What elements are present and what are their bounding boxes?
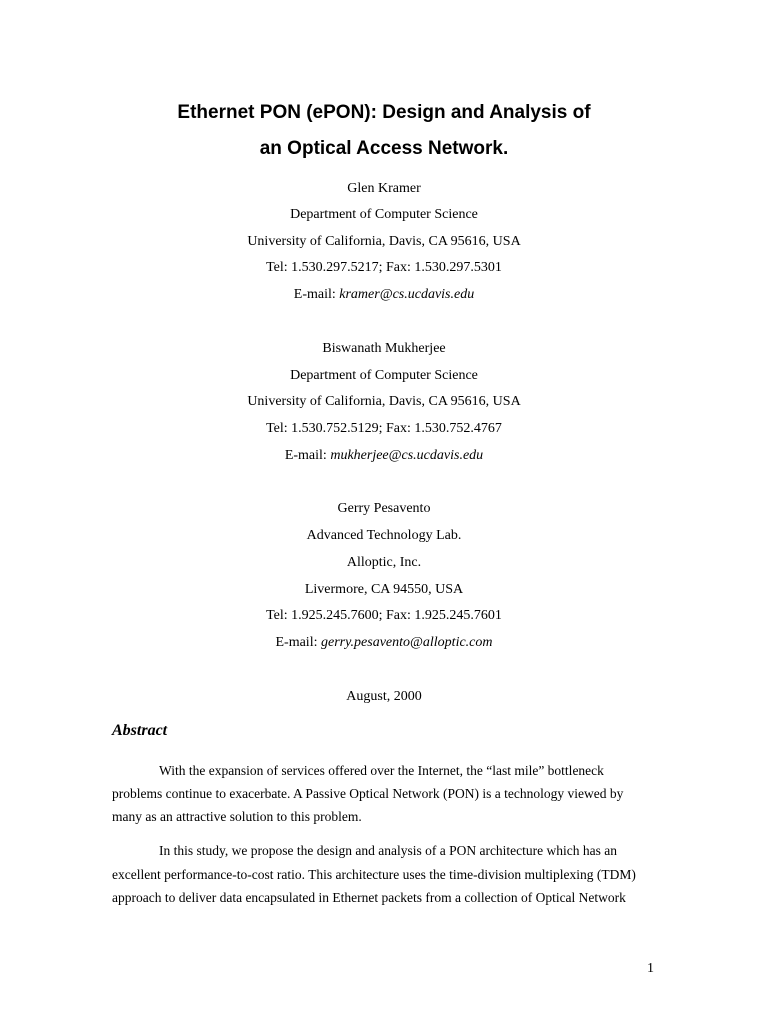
author-3-email-line [0,634,768,652]
author-1-email-line [0,286,768,304]
abstract-p2-line-1: In this study, we propose the design and analysis of a PON architecture which has an [159,843,618,858]
abstract-p2-line-2: excellent performance-to-cost ratio. This architecture uses the time-division multiplexing (TDM) [112,867,636,882]
author-1-university: University of California, Davis, CA 95616, USA [247,234,521,249]
author-1-phone: Tel: 1.530.297.5217; Fax: 1.530.297.5301 [266,260,502,275]
author-2-university: University of California, Davis, CA 95616, USA [247,394,521,409]
author-3-email-label: E-mail: [275,635,318,650]
author-1-department: Department of Computer Science [290,207,478,222]
author-1-email[interactable]: kramer@cs.ucdavis.edu [339,287,475,302]
author-2-email-label: E-mail: [284,448,327,463]
author-3-lab: Advanced Technology Lab. [306,528,462,543]
author-2-name: Biswanath Mukherjee [322,341,446,356]
abstract-p1-line-3: many as an attractive solution to this problem. [112,809,362,824]
author-1-email-label: E-mail: [293,287,336,302]
author-3-email[interactable]: gerry.pesavento@alloptic.com [320,635,493,650]
author-3-address: Livermore, CA 94550, USA [304,582,464,597]
publication-date: August, 2000 [346,689,422,704]
abstract-p1-line-1: With the expansion of services offered over the Internet, the “last mile” bottleneck [159,763,604,778]
page-number: 1 [647,961,654,976]
author-2-email-line [0,447,768,465]
author-2-phone: Tel: 1.530.752.5129; Fax: 1.530.752.4767 [266,421,502,436]
author-2-email[interactable]: mukherjee@cs.ucdavis.edu [330,448,484,463]
abstract-p2-line-3: approach to deliver data encapsulated in Ethernet packets from a collection of Optical Network [112,890,626,905]
abstract-heading: Abstract [112,722,168,739]
author-2-department: Department of Computer Science [290,368,478,383]
abstract-p1-line-2: problems continue to exacerbate. A Passive Optical Network (PON) is a technology viewed by [112,786,624,801]
paper-title-line-1: Ethernet PON (ePON): Design and Analysis of [177,102,591,123]
author-3-phone: Tel: 1.925.245.7600; Fax: 1.925.245.7601 [266,608,502,623]
author-3-company: Alloptic, Inc. [346,555,422,570]
author-3-name: Gerry Pesavento [337,501,431,516]
paper-title-line-2: an Optical Access Network. [259,138,509,159]
author-1-name: Glen Kramer [347,181,421,196]
